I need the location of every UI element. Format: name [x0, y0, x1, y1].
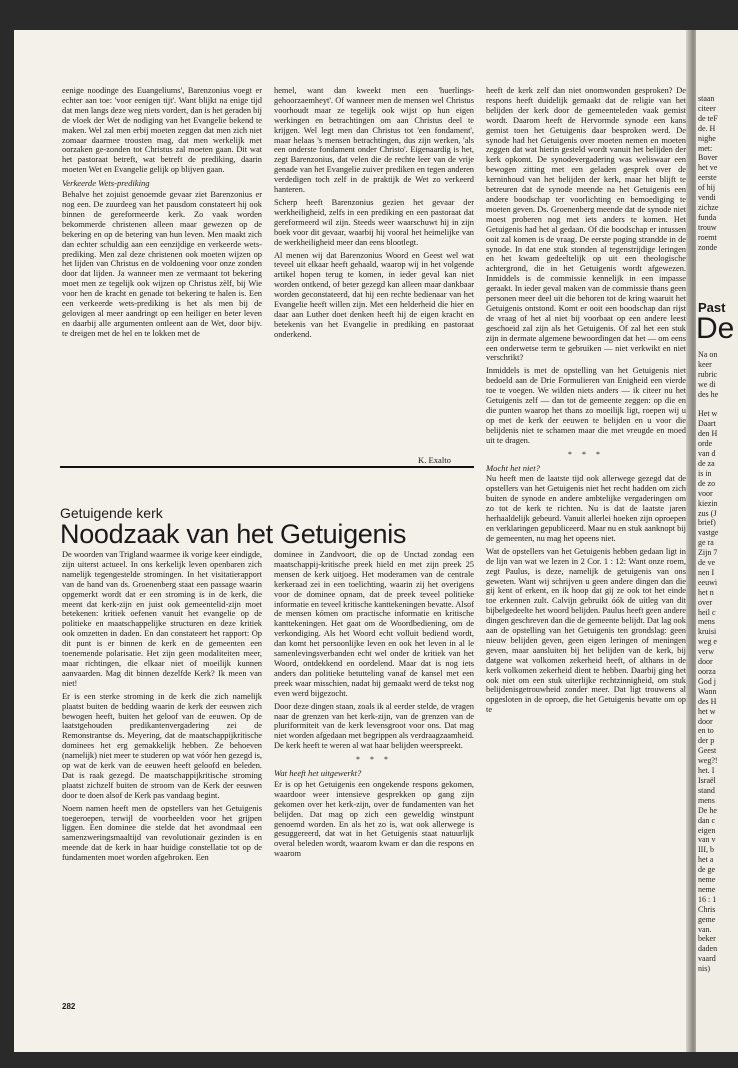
text-line: en to	[698, 726, 714, 736]
page-number: 282	[62, 1002, 76, 1011]
text-line: van.	[698, 924, 712, 934]
text-line: Na on	[698, 350, 718, 359]
text-line: het w	[698, 706, 716, 716]
paragraph: Er is een sterke stroming in de kerk die zich namelijk plaatst buiten de bedding waarin de kerk der eeuwen zich bewogen heeft, buiten het geloof van de eeuwen. Op de laatstgehouden predikantenvergadering zei de Remonstrantse ds. Meyering, dat de maatschappijkritische dominees het erg gemakkelijk hebben. Ze behoeven (namelijk) niet meer te studeren op wat vóór hen gezegd is, op wat de kerk van de eeuwen heeft geloofd en beleden. Dat is raak gezegd. De maatschappijkritische stroming plaatst zichzelf buiten de stroom van de Kerk der eeuwen door te doen alsof de Kerk pas vandaag begint.	[62, 691, 262, 800]
text-line: brief)	[698, 518, 716, 528]
text-line: neme	[698, 875, 716, 885]
text-line: nen I	[698, 567, 715, 577]
section-stars: * * *	[568, 449, 604, 459]
next-page-edge	[696, 30, 738, 1052]
text-line: eerste	[698, 173, 717, 183]
text-line: orde	[698, 439, 713, 449]
text-line: heil c	[698, 607, 716, 617]
text-line: Zijn 7	[698, 548, 718, 558]
text-line: vastge	[698, 528, 719, 538]
article2-column-2	[274, 550, 474, 1000]
paragraph: eenige noodinge des Euangeliums', Barenzonius voegt er echter aan toe: 'voor eenigen tijt'. Want blijkt na enige tijd dat men langs deze weg niets vordert, dan is het geraden bij de vloek der Wet de nodiging van het Evangelie bekend te maken. Wel zal men erbij moeten zeggen dat men zich niet zomaar daarmee troosten mag, dat men werkelijk met oorzaken ge-zonden tot Christus zal moeten gaan. Dit wat het pastoraat betreft, wat betreft de prediking, daarin moeten Wet en Evangelie gelijk op blijven gaan.	[62, 86, 262, 175]
text-line: neme	[698, 884, 716, 894]
text-line: den H	[698, 429, 718, 439]
text-line: de ge	[698, 865, 716, 875]
text-line: de. H	[698, 123, 716, 133]
text-line: vaard	[698, 954, 716, 964]
next-page-section-label: Past	[698, 300, 726, 315]
article1-column-2	[274, 86, 474, 456]
text-line: kruisi	[698, 627, 717, 637]
text-line: van d	[698, 449, 716, 459]
text-line: we di	[698, 379, 716, 389]
paragraph: hemel, want dan kweekt men een 'huerlings-gehoorzaemheyt'. Of wanneer men de mensen wel Christus voorhoudt maar ze tegelijk ook wijst op hun eigen werkingen en betrachtingen om aan Christus deel te krijgen. Wel legt men dan Christus tot 'een fondament', maar helaas 's mensen betrachtingen, dus zijn werken, 'als een onderste fondament onder Christo'. Eigenaardig is het, zegt Barenzonius, dat velen die de rechte leer van de vrije genade van het Evangelie zuiver prediken en tegen anderen verdedigen toch zelf in de praktijk de Wet zo verkeerd hanteren.	[274, 86, 474, 195]
text-line: des H	[698, 696, 717, 706]
paragraph: Behalve het zojuist genoemde gevaar ziet Barenzonius er nog een. De zuurdeeg van het pausdom constateert hij ook binnen de gereformeerde kerk. Zo vaak worden bekommerde christenen alleen maar gewezen op de bekering en op de betering van hun leven. Men maakt zich dan echter schuldig aan een eenzijdige en verkeerde wets-prediking. Men zal deze christenen ook moeten wijzen op het lijden van Christus en de voldoening voor onze zonden door dat lijden. Ja wanneer men ze vermaant tot bekering moet men ze tegelijk ook wijzen op Christus zèlf, bij Wie voor hen de kracht en genade tot bekering te halen is. Een een verkeerde wets-prediking is het als men bij de gelovigen al meer aandringt op een heiliger en beter leven en daarbij alle argumenten ontleent aan de Wet, door bijv. te dreigen met de hel en te lokken met de	[62, 190, 262, 338]
article-divider-rule	[60, 466, 474, 468]
text-line: stand	[698, 785, 715, 795]
article2-title: Noodzaak van het Getuigenis	[60, 519, 407, 549]
magazine-page	[14, 30, 692, 1052]
text-line: der p	[698, 736, 715, 746]
text-line: kiezin	[698, 498, 718, 508]
text-line: mens	[698, 617, 715, 627]
paragraph: Er is op het Getuigenis een ongekende respons gekomen, waardoor weer intensieve gesprekken op gang zijn gekomen over het kerk-zijn, over de fundamenten van het belijden. Dat mag op zich een geweldig winstpunt genoemd worden. En als het zo is, wat ook allerwege is gesuggereerd, dat wat in het Getuigenis staat natuurlijk overal beleden wordt, waarom kwam er dan die respons en waarom	[274, 779, 474, 859]
text-line: de ve	[698, 558, 716, 568]
text-line: trouw	[698, 222, 717, 232]
text-line: verw	[698, 647, 714, 657]
paragraph: heeft de kerk zelf dan niet onomwonden gesproken? De respons heeft duidelijk gemaakt dat de religie van het belijden der kerk door de gemeenteleden vaak gemist wordt. Daarom heeft de Hervormde synode een kans gemist toen het Getuigenis daar besproken werd. De synode had het Getuigenis over moeten nemen en moeten zeggen dat wat hierin gesteld wordt vanuit het belijden der kerk opkomt. De synodevergadering was weliswaar een bewogen zitting met een geladen gesprek over de kerninhoud van het belijden der kerk, maar het blijft te betreuren dat de synode meende na het Getuigenis een andere boodschap ter voorlichting en bemoediging te moeten geven. Ds. Groenenberg meende dat de synode niet moest proberen nog met iets anders te komen. Het Getuigenis had het al gedaan. Of die boodschap er intussen ooit zal komen is de vraag. De eerste poging strandde in de synode. In dat ene stuk stonden al tegenstrijdige leringen en het kwam gedeeltelijk op uit een theologische achtergrond, die in het Getuigenis wordt afgewezen. Inmiddels is de commissie kennelijk in een impasse geraakt. In ieder geval maken van de commissie thans geen personen meer deel uit die behoren tot de kring waaruit het Getuigenis ontstond. Komt er ooit een boodschap dan rijst de vraag of het al niet bij voorbaat op een andere leest geschoeid zal zijn als het Getuigenis. Of zal het een stuk zijn in dermate algemene bewoordingen dat het — om eens een onderwetse term te gebruiken — niet verkwikt en niet verschrikt?	[486, 86, 686, 363]
section-stars: * * *	[356, 755, 392, 765]
paragraph: dominee in Zandvoort, die op de Unctad zondag een maatschappij-kritische preek hield en met zijn preek 25 mensen de kerk uitjoeg. Het moderamen van de centrale kerkeraad zei in een toelichting, waarin zij het overigens voor de dominee opnam, dat de preek teveel politieke informatie en teveel kritische kanttekeningen bevatte. Alsof de mensen kómen om practische informatie en kritische kanttekeningen. Het gaat om de Woordbediening, om de verkondiging. Als het Woord echt volluit bediend wordt, dan komt het persoonlijke leven en ook het leven in al le samenlevingsverbanden echt wel onder de kritiek van het Woord, ontdekkend en oordelend. Maar dat is nog iets anders dan politieke betutteling vanaf de kansel met een preek waar misschien, nadat hij gemaakt werd de tekst nog even werd bijgezocht.	[274, 550, 474, 698]
text-line: door	[698, 657, 713, 667]
text-line: funda	[698, 212, 717, 222]
text-line: zus (J	[698, 508, 717, 518]
text-line: oorza	[698, 667, 716, 676]
text-line: De he	[698, 805, 717, 815]
text-line: vendi	[698, 193, 716, 203]
text-line: de za	[698, 458, 715, 468]
text-line: de teF	[698, 113, 718, 123]
text-line: het ve	[698, 163, 718, 173]
subheading: Mocht het niet?	[486, 462, 540, 473]
text-line: eigen	[698, 825, 716, 835]
paragraph: Scherp heeft Barenzonius gezien het gevaar der werkheiligheid, zelfs in een prediking en een pastoraat dat gereformeerd wil zijn. Steeds weer waarschuwt hij in zijn boek voor dit gevaar, waarbij hij vooral het heimelijke van de werkheiligheid meer dan eens blootlegt.	[274, 197, 474, 247]
text-line: weg e	[698, 637, 717, 647]
text-line: de zo	[698, 478, 716, 488]
text-line: het n	[698, 587, 714, 597]
text-line	[698, 400, 738, 410]
text-line: roemt	[698, 232, 717, 242]
subheading: Wat heeft het uitgewerkt?	[274, 768, 362, 779]
text-line: mens	[698, 795, 715, 805]
next-page-lower-text	[698, 350, 738, 1050]
text-line: van v	[698, 835, 716, 845]
text-line: Chris	[698, 904, 716, 914]
text-line: III, b	[698, 845, 714, 855]
article2-column-1	[62, 550, 262, 1000]
paragraph: Al menen wij dat Barenzonius Woord en Geest wel wat teveel uit elkaar heeft gehaald, waarop wij in het volgende artikel hopen terug te komen, in ieder geval kan niet worden ontkend, of beter gezegd kan alleen maar dankbaar worden geconstateerd, dat hij een rechte bedienaar van het Evangelie heeft willen zijn. Met een helderheid die hier en daar aan Luther doet denken heeft hij de eigen kracht en betekenis van het Evangelie in prediking en pastoraat onderkend.	[274, 250, 474, 339]
text-line: citeer	[698, 103, 716, 113]
text-line: keer	[698, 359, 712, 369]
next-page-title-fragment: De	[696, 312, 735, 345]
next-page-top-text	[698, 94, 738, 294]
text-line: staan	[698, 94, 715, 103]
right-column	[486, 86, 686, 1002]
text-line: daden	[698, 944, 718, 954]
text-line: ge ra	[698, 538, 714, 548]
text-line: Bover	[698, 153, 718, 163]
paragraph: De woorden van Trigland waarmee ik vorige keer eindigde, zijn uiterst actueel. In ons kerkelijk leven openbaren zich namelijk tegengestelde stromingen. In het visitatierapport van de hand van ds. Groenenberg staat een passage waarin opgemerkt wordt dat er een stroming is in de kerk, die meent dat kerk-zijn en juist ook gemeentelid-zijn moet betekenen: kritiek oefenen vanuit het evangelie op de politieke en maatschappelijke structuren en deze kritiek ook omzetten in daden. En dan constateert het rapport: Op dit punt is er binnen de kerk en de gemeenten een toenemende polarisatie. Het zijn geen modaliteiten meer, maar richtingen, die elkaar niet of moeilijk kunnen aanvaarden. Mag dit binnen dezelfde Kerk? Ik meen van niet!	[62, 550, 262, 688]
text-line: des he	[698, 389, 719, 399]
text-line: voor	[698, 488, 713, 498]
text-line: geme	[698, 914, 716, 924]
paragraph: Noem namen heeft men de opstellers van het Getuigenis toegeroepen, terwijl de voorbeelden voor het grijpen liggen. Een dominee die stelde dat het avondmaal een samenzweringsmaaltijd van revolutionair gezinden is en meende dat de kerk in haar huidige constellatie tot op de fundamenten moet worden afgebroken. Een	[62, 803, 262, 863]
text-line: 16 : 1	[698, 894, 717, 904]
text-line: over	[698, 597, 713, 607]
text-line: met:	[698, 143, 713, 153]
text-line: weg?!	[698, 756, 718, 766]
text-line: Het w	[698, 409, 718, 419]
text-line: door	[698, 716, 713, 726]
text-line: nighe	[698, 133, 716, 143]
text-line: zichze	[698, 202, 719, 212]
paragraph: Wat de opstellers van het Getuigenis hebben gedaan ligt in de lijn van wat we lezen in 2 Cor. 1 : 12: Want onze roem, zegt Paulus, is deze, namelijk de getuigenis van ons geweten. Want wij schrijven u geen andere dingen dan die gij kent of erkent, en ik hoop dat gij ze ook tot het einde toe erkennen zult. Calvijn gebruikt óók de uitleg van dit bijbelgedeelte het woord belijden. Paulus heeft geen andere dingen geschreven dan die de gemeente belijdt. Dat lag ook aan de opstelling van het Getuigenis ten grondslag: geen nieuw belijden geven, geen eigen leringen of meningen geven, maar aansluiten bij het belijden van de kerk, bij datgene wat volkomen zekerheid heeft, of althans in de kerk volkomen zekerheid dient te hebben. Daarbij ging het ook niet om een stuk uiterlijke rechtzinnigheid, om stuk belijdenisgetrouwheid zonder meer. Dat ligt trouwens al opgesloten in de oproep, die het Getuigenis bevatte om op te	[486, 546, 686, 715]
text-line: Israël	[698, 775, 716, 785]
text-line: of hij	[698, 183, 716, 193]
paragraph: Door deze dingen staan, zoals ik al eerder stelde, de vragen naar de grenzen van het kerk-zijn, van de grenzen van de pluriformiteit van de kerk levensgroot voor ons. Dat mag niet worden afgedaan met begrippen als verdraagzaamheid. De kerk heeft te weren al wat haar belijden weerspreekt.	[274, 701, 474, 751]
text-line: zonde	[698, 242, 718, 252]
text-line: nis)	[698, 964, 710, 974]
text-line: God j	[698, 676, 716, 686]
text-line: dan c	[698, 815, 716, 825]
paragraph: Inmiddels is met de opstelling van het Getuigenis niet bedoeld aan de Drie Formulieren van Enigheid een vierde toe te voegen. We wilden niets anders — ik citeer nu het Getuigenis zelf — dan tot de gemeente zeggen: op die en die punten waarop het thans zo moeilijk ligt, roepen wij u op met de kerk der eeuwen te belijden en u voor die belijdenis niet te schamen maar die met vreugde en moed uit te dragen.	[486, 366, 686, 445]
text-line: Daart	[698, 419, 716, 429]
text-line: eeuwi	[698, 577, 718, 587]
text-line: Geest	[698, 746, 717, 756]
subheading: Verkeerde Wets-prediking	[62, 178, 150, 189]
article1-author: K. Exalto	[418, 455, 451, 465]
paragraph: Nu heeft men de laatste tijd ook allerwege gezegd dat de opstellers van het Getuigenis niet het recht hadden om zich buiten de synode en andere ambtelijke vergaderingen om zo tot de kerk te richten. Nu is dat de laatste jaren herhaaldelijk gebeurd. Vanuit allerlei hoeken zijn oproepen en verklaringen gepubliceerd. Maar nu en stuk aanknopt bij de gemeenten, nu mag het opeens niet.	[486, 474, 686, 543]
article2-kicker: Getuigende kerk	[60, 505, 163, 521]
text-line: rubric	[698, 369, 718, 379]
text-line: het. I	[698, 766, 715, 776]
text-line: is in	[698, 468, 712, 478]
text-line: Wann	[698, 686, 717, 696]
text-line: beker	[698, 934, 716, 944]
text-line: het a	[698, 855, 714, 865]
article1-column-1	[62, 86, 262, 468]
